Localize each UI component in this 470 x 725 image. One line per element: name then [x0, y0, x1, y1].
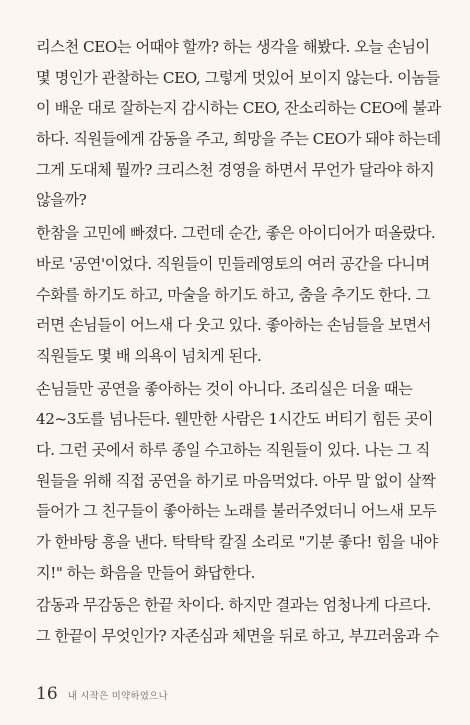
text-line: 지!" 하는 화음을 만들어 화답한다. — [36, 563, 255, 582]
text-line: 가 한바탕 흥을 낸다. 탁탁탁 칼질 소리로 "기분 좋다! 힘을 내야 — [36, 533, 438, 551]
text-line: 러면 손님들이 어느새 다 웃고 있다. 좋아하는 손님들을 보면서 — [36, 316, 431, 335]
text-line: 감동과 무감동은 한끝 차이다. 하지만 결과는 엄청나게 다르다. — [36, 596, 431, 615]
text-line: 몇 명인가 관찰하는 CEO, 그렇게 멋있어 보이지 않는다. 이놈들 — [36, 68, 440, 87]
body-text — [36, 32, 441, 654]
paragraph-3 — [36, 374, 438, 589]
paragraph-1 — [36, 32, 441, 216]
running-title: 내 시작은 미약하였으나 — [67, 691, 168, 702]
text-line: 42~3도를 넘나든다. 웬만한 사람은 1시간도 버티기 힘든 곳이 — [36, 410, 434, 429]
text-line: 다. 그런 곳에서 하루 종일 수고하는 직원들이 있다. 나는 그 직 — [36, 440, 430, 459]
page-footer — [36, 684, 168, 704]
text-line: 손님들만 공연을 좋아하는 것이 아니다. 조리실은 더울 때는 — [36, 379, 413, 398]
text-line: 수화를 하기도 하고, 마술을 하기도 하고, 춤을 추기도 한다. 그 — [36, 285, 430, 304]
text-line: 직원들도 몇 배 의욕이 넘치게 된다. — [36, 346, 262, 365]
page-number: 16 — [36, 684, 58, 704]
text-line: 원들을 위해 직접 공연을 하기로 마음먹었다. 아무 말 없이 살짝 — [36, 471, 436, 490]
text-line: 들어가 그 친구들이 좋아하는 노래를 불러주었더니 어느새 모두 — [36, 502, 437, 521]
text-line: 리스천 CEO는 어때야 할까? 하는 생각을 해봤다. 오늘 손님이 — [36, 38, 430, 56]
text-line: 그 한끝이 무엇인가? 자존심과 체면을 뒤로 하고, 부끄러움과 수 — [36, 627, 439, 646]
paragraph-4 — [36, 590, 438, 651]
text-line: 않을까? — [36, 191, 87, 210]
text-line: 바로 '공연'이었다. 직원들이 민들레영토의 여러 공간을 다니며 — [36, 254, 430, 273]
text-line: 하다. 직원들에게 감동을 주고, 희망을 주는 CEO가 돼야 하는데 — [36, 130, 441, 149]
text-line: 한참을 고민에 빠졌다. 그런데 순간, 좋은 아이디어가 떠올랐다. — [36, 224, 436, 243]
paragraph-2 — [36, 218, 438, 371]
text-line: 그게 도대체 뭘까? 크리스천 경영을 하면서 무언가 달라야 하지 — [36, 160, 435, 179]
text-line: 이 배운 대로 잘하는지 감시하는 CEO, 잔소리하는 CEO에 불과 — [36, 99, 441, 118]
